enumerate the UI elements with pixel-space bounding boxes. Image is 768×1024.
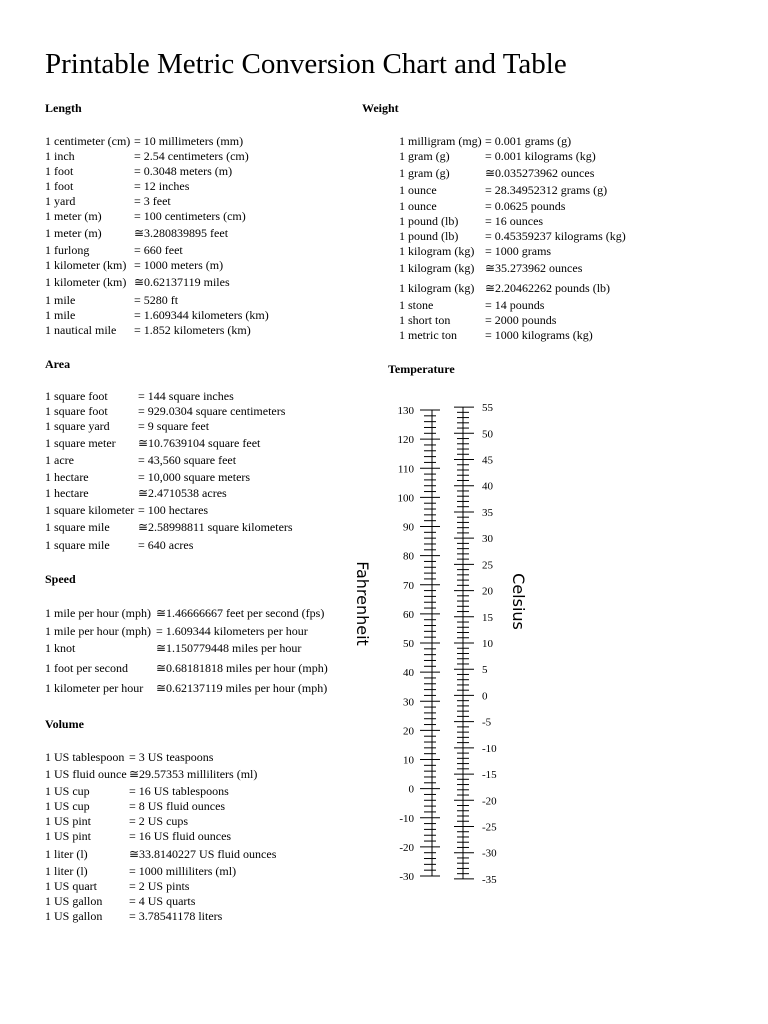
weight-row-value: = 16 ounces xyxy=(485,214,544,228)
volume-row-value: = 2 US cups xyxy=(129,814,189,828)
volume-row-unit: 1 US pint xyxy=(45,829,92,843)
celsius-tick-label: 40 xyxy=(482,480,493,493)
volume-row-value: ≅29.57353 milliliters (ml) xyxy=(129,767,258,781)
fahrenheit-label: Fahrenheit xyxy=(352,561,372,646)
fahrenheit-tick-label: 0 xyxy=(408,783,414,796)
length-row-unit: 1 inch xyxy=(45,149,75,163)
length-row-unit: 1 yard xyxy=(45,194,76,208)
volume-row-unit: 1 US gallon xyxy=(45,909,103,923)
fahrenheit-tick-label: 30 xyxy=(403,696,414,709)
speed-row-value: ≅0.62137119 miles per hour (mph) xyxy=(156,681,328,695)
length-row-value: = 0.3048 meters (m) xyxy=(134,164,233,178)
length-row-value: = 10 millimeters (mm) xyxy=(134,134,244,148)
length-row-value: = 660 feet xyxy=(134,243,183,257)
volume-row-unit: 1 US pint xyxy=(45,814,92,828)
celsius-label: Celsius xyxy=(508,573,528,630)
weight-row-value: ≅0.035273962 ounces xyxy=(485,166,595,180)
volume-row-value: ≅33.8140227 US fluid ounces xyxy=(129,847,277,861)
length-row-value: ≅0.62137119 miles xyxy=(134,275,230,289)
area-row-unit: 1 acre xyxy=(45,453,74,467)
area-heading: Area xyxy=(45,357,71,371)
celsius-tick-label: 35 xyxy=(482,506,493,519)
length-row-value: = 1000 meters (m) xyxy=(134,258,224,272)
weight-row-value: = 14 pounds xyxy=(485,298,545,312)
fahrenheit-tick-label: 130 xyxy=(397,405,414,417)
celsius-tick-label: 55 xyxy=(482,402,493,415)
weight-row-value: = 1000 kilograms (kg) xyxy=(485,328,593,342)
celsius-tick-label: 50 xyxy=(482,428,493,441)
celsius-tick-label: 30 xyxy=(482,533,493,546)
speed-row-unit: 1 foot per second xyxy=(45,661,128,675)
length-row-value: = 1.852 kilometers (km) xyxy=(134,323,251,337)
volume-row-unit: 1 US gallon xyxy=(45,894,103,908)
volume-heading: Volume xyxy=(45,717,84,731)
area-row-value: = 43,560 square feet xyxy=(138,453,237,467)
area-row-unit: 1 square meter xyxy=(45,436,116,450)
page-title: Printable Metric Conversion Chart and Table xyxy=(45,48,567,80)
area-row-unit: 1 square foot xyxy=(45,389,108,403)
length-row-unit: 1 foot xyxy=(45,179,74,193)
weight-row-unit: 1 metric ton xyxy=(399,328,457,342)
weight-row-unit: 1 kilogram (kg) xyxy=(399,261,475,275)
area-row-value: = 9 square feet xyxy=(138,419,210,433)
celsius-tick-label: -25 xyxy=(482,821,497,834)
weight-row-value: ≅35.273962 ounces xyxy=(485,261,583,275)
length-row-value: = 5280 ft xyxy=(134,293,179,307)
volume-row-value: = 16 US fluid ounces xyxy=(129,829,232,843)
area-row-unit: 1 square yard xyxy=(45,419,110,433)
weight-row-value: ≅2.20462262 pounds (lb) xyxy=(485,281,611,295)
weight-row-unit: 1 kilogram (kg) xyxy=(399,244,475,258)
fahrenheit-tick-label: -10 xyxy=(399,812,414,825)
volume-row-unit: 1 liter (l) xyxy=(45,847,88,861)
volume-row-unit: 1 liter (l) xyxy=(45,864,88,878)
length-row-value: = 3 feet xyxy=(134,194,171,208)
length-row-value: = 100 centimeters (cm) xyxy=(134,209,246,223)
speed-row-unit: 1 kilometer per hour xyxy=(45,681,144,695)
length-row-unit: 1 kilometer (km) xyxy=(45,275,127,289)
weight-row-unit: 1 gram (g) xyxy=(399,149,450,163)
speed-heading: Speed xyxy=(45,572,76,586)
length-row-unit: 1 furlong xyxy=(45,243,90,257)
fahrenheit-tick-label: 40 xyxy=(403,667,414,680)
weight-row-value: = 0.001 kilograms (kg) xyxy=(485,149,596,163)
volume-row-unit: 1 US cup xyxy=(45,799,90,813)
volume-row-unit: 1 US cup xyxy=(45,784,90,798)
volume-row-unit: 1 US quart xyxy=(45,879,97,893)
celsius-tick-label: -35 xyxy=(482,873,497,886)
celsius-tick-label: 0 xyxy=(482,690,488,703)
length-row-value: = 12 inches xyxy=(134,179,190,193)
weight-heading: Weight xyxy=(362,101,399,115)
length-row-unit: 1 mile xyxy=(45,308,76,322)
volume-row-value: = 3.78541178 liters xyxy=(129,909,223,923)
length-row-value: ≅3.280839895 feet xyxy=(134,226,229,240)
weight-row-value: = 0.0625 pounds xyxy=(485,199,566,213)
celsius-tick-label: 45 xyxy=(482,454,493,467)
area-row-value: = 144 square inches xyxy=(138,389,234,403)
weight-row-value: = 0.001 grams (g) xyxy=(485,134,572,148)
area-row-unit: 1 square foot xyxy=(45,404,108,418)
fahrenheit-tick-label: 100 xyxy=(397,492,414,505)
weight-row-value: = 0.45359237 kilograms (kg) xyxy=(485,229,626,243)
area-row-value: ≅10.7639104 square feet xyxy=(138,436,261,450)
weight-row-unit: 1 milligram (mg) xyxy=(399,134,482,148)
speed-row-unit: 1 mile per hour (mph) xyxy=(45,624,151,638)
fahrenheit-tick-label: 110 xyxy=(397,463,414,476)
celsius-tick-label: -30 xyxy=(482,847,497,860)
length-row-unit: 1 mile xyxy=(45,293,76,307)
weight-row-unit: 1 stone xyxy=(399,298,434,312)
volume-row-value: = 1000 milliliters (ml) xyxy=(129,864,237,878)
weight-row-unit: 1 short ton xyxy=(399,313,451,327)
length-row-unit: 1 kilometer (km) xyxy=(45,258,127,272)
fahrenheit-tick-label: 50 xyxy=(403,638,414,650)
volume-row-value: = 3 US teaspoons xyxy=(129,750,214,764)
area-row-unit: 1 square mile xyxy=(45,538,110,552)
area-row-unit: 1 hectare xyxy=(45,486,89,500)
fahrenheit-tick-label: 80 xyxy=(403,550,414,563)
area-row-value: = 10,000 square meters xyxy=(138,470,251,484)
weight-row-unit: 1 pound (lb) xyxy=(399,229,459,243)
celsius-tick-label: -20 xyxy=(482,795,497,808)
volume-row-value: = 4 US quarts xyxy=(129,894,196,908)
length-row-unit: 1 centimeter (cm) xyxy=(45,134,131,148)
weight-row-unit: 1 kilogram (kg) xyxy=(399,281,475,295)
weight-row-unit: 1 ounce xyxy=(399,199,437,213)
celsius-tick-label: -5 xyxy=(482,716,492,729)
volume-row-unit: 1 US fluid ounce xyxy=(45,767,127,781)
area-row-value: = 100 hectares xyxy=(138,503,209,517)
celsius-tick-label: 25 xyxy=(482,559,493,572)
area-row-value: ≅2.58998811 square kilometers xyxy=(138,520,293,534)
area-row-value: = 929.0304 square centimeters xyxy=(138,404,286,418)
speed-row-value: ≅1.46666667 feet per second (fps) xyxy=(156,606,325,620)
temperature-heading: Temperature xyxy=(388,362,455,376)
length-row-unit: 1 nautical mile xyxy=(45,323,117,337)
speed-row-value: ≅0.68181818 miles per hour (mph) xyxy=(156,661,328,675)
celsius-tick-label: -15 xyxy=(482,769,497,782)
fahrenheit-tick-label: 90 xyxy=(403,521,414,534)
celsius-tick-label: 20 xyxy=(482,585,493,598)
fahrenheit-tick-label: 120 xyxy=(397,434,414,447)
fahrenheit-tick-label: 60 xyxy=(403,608,414,621)
fahrenheit-tick-label: 10 xyxy=(403,754,414,767)
weight-row-value: = 1000 grams xyxy=(485,244,552,258)
speed-row-value: ≅1.150779448 miles per hour xyxy=(156,641,302,655)
fahrenheit-tick-label: -30 xyxy=(399,871,414,883)
celsius-tick-label: 10 xyxy=(482,638,493,650)
celsius-tick-label: 5 xyxy=(482,664,488,677)
fahrenheit-tick-label: 70 xyxy=(403,579,414,592)
area-row-unit: 1 square mile xyxy=(45,520,110,534)
area-row-value: ≅2.4710538 acres xyxy=(138,486,227,500)
weight-row-value: = 28.34952312 grams (g) xyxy=(485,183,608,197)
area-row-unit: 1 hectare xyxy=(45,470,89,484)
weight-row-value: = 2000 pounds xyxy=(485,313,557,327)
volume-row-value: = 8 US fluid ounces xyxy=(129,799,226,813)
volume-row-value: = 16 US tablespoons xyxy=(129,784,229,798)
celsius-tick-label: -10 xyxy=(482,742,497,755)
celsius-tick-label: 15 xyxy=(482,611,493,624)
length-row-unit: 1 meter (m) xyxy=(45,209,102,223)
fahrenheit-tick-label: -20 xyxy=(399,841,414,854)
length-row-value: = 1.609344 kilometers (km) xyxy=(134,308,269,322)
fahrenheit-tick-label: 20 xyxy=(403,725,414,738)
volume-row-unit: 1 US tablespoon xyxy=(45,750,125,764)
length-row-unit: 1 meter (m) xyxy=(45,226,102,240)
speed-row-unit: 1 mile per hour (mph) xyxy=(45,606,151,620)
length-row-value: = 2.54 centimeters (cm) xyxy=(134,149,249,163)
speed-row-value: = 1.609344 kilometers per hour xyxy=(156,624,308,638)
weight-row-unit: 1 ounce xyxy=(399,183,437,197)
speed-row-unit: 1 knot xyxy=(45,641,76,655)
weight-row-unit: 1 pound (lb) xyxy=(399,214,459,228)
volume-row-value: = 2 US pints xyxy=(129,879,190,893)
length-heading: Length xyxy=(45,101,82,115)
length-row-unit: 1 foot xyxy=(45,164,74,178)
weight-row-unit: 1 gram (g) xyxy=(399,166,450,180)
area-row-unit: 1 square kilometer xyxy=(45,503,135,517)
area-row-value: = 640 acres xyxy=(138,538,194,552)
